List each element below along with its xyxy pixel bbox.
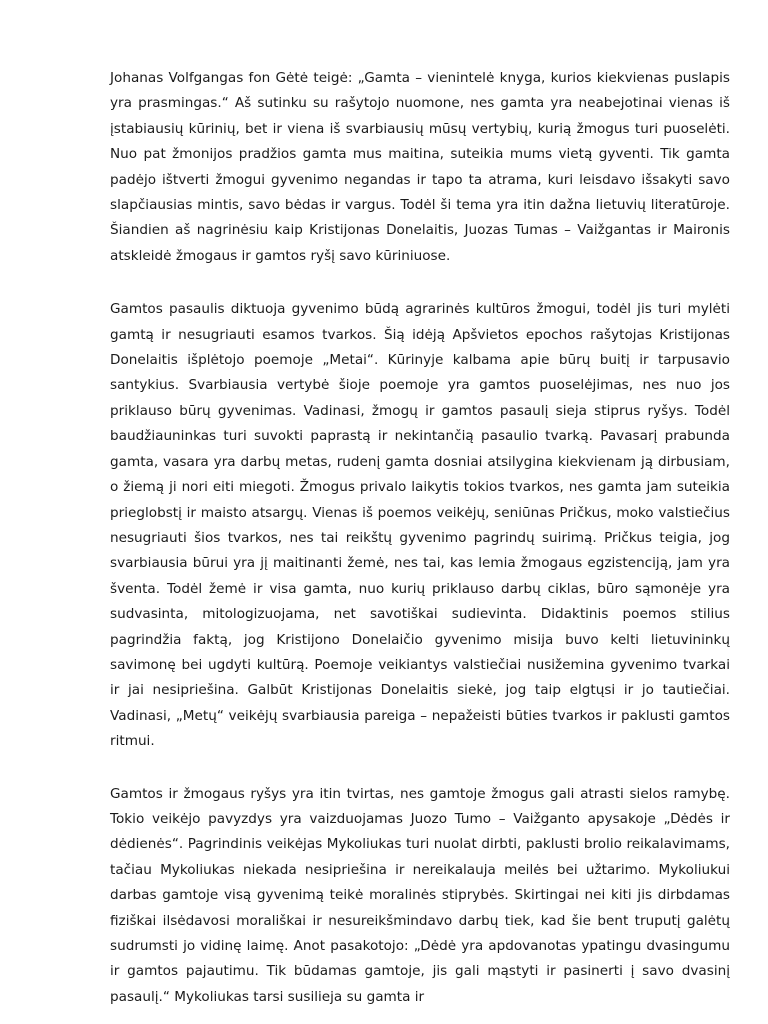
paragraph-donelaitis: Gamtos pasaulis diktuoja gyvenimo būdą agrarinės kultūros žmogui, todėl jis turi mylėti gamtą ir nesugriauti esamos tvarkos. Šią idėją Apšvietos epochos rašytojas Kristijonas Donelaitis išplėtojo poemoje „Metai“. Kūrinyje kalbama apie būrų buitį ir tarpusavio santykius. Svarbiausia vertybė šioje poemoje yra gamtos puoselėjimas, nes nuo jos priklauso būrų gyvenimas. Vadinasi, žmogų ir gamtos pasaulį sieja stiprus ryšys. Todėl baudžiauninkas turi suvokti paprastą ir nekintančią pasaulio tvarką. Pavasarį prabunda gamta, vasara yra darbų metas, rudenį gamta dosniai atsilygina kiekvienam ją dirbusiam, o žiemą ji nori eiti miegoti. Žmogus privalo laikytis tokios tvarkos, nes gamta jam suteikia prieglobstį ir maisto atsargų. Vienas iš poemos veikėjų, seniūnas Pričkus, moko valstiečius nesugriauti šios tvarkos, nes tai reikštų gyvenimo pagrindų suirimą. Pričkus teigia, jog svarbiausia būrui yra jį maitinanti žemė, nes tai, kas lemia žmogaus egzistenciją, jam yra šventa. Todėl žemė ir visa gamta, nuo kurių priklauso darbų ciklas, būro sąmonėje yra sudvasinta, mitologizuojama, net savotiškai sudievinta. Didaktinis poemos stilius pagrindžia faktą, jog Kristijono Donelaičio gyvenimo misija buvo kelti lietuvininkų savimonę bei ugdyti kultūrą. Poemoje veikiantys valstiečiai nusižemina gyvenimo tvarkai ir jai nesipriešina. Galbūt Kristijonas Donelaitis siekė, jog taip elgtųsi ir jo tautiečiai. Vadinasi, „Metų“ veikėjų svarbiausia pareiga – nepažeisti būties tvarkos ir paklusti gamtos ritmui. <box>110 301 730 750</box>
document-page <box>110 66 730 1010</box>
paragraph-intro: Johanas Volfgangas fon Gėtė teigė: „Gamta – vienintelė knyga, kurios kiekvienas puslapis yra prasmingas.“ Aš sutinku su rašytojo nuomone, nes gamta yra neabejotinai vienas iš įstabiausių kūrinių, bet ir viena iš svarbiausių mūsų vertybių, kurią žmogus turi puoselėti. Nuo pat žmonijos pradžios gamta mus maitina, suteikia mums vietą gyventi. Tik gamta padėjo ištverti žmogui gyvenimo negandas ir tapo ta atrama, kuri leisdavo išsakyti savo slapčiausias mintis, savo bėdas ir vargus. Todėl ši tema yra itin dažna lietuvių literatūroje. Šiandien aš nagrinėsiu kaip Kristijonas Donelaitis, Juozas Tumas – Vaižgantas ir Maironis atskleidė žmogaus ir gamtos ryšį savo kūriniuose. <box>110 70 730 264</box>
paragraph-vaizgantas: Gamtos ir žmogaus ryšys yra itin tvirtas, nes gamtoje žmogus gali atrasti sielos ramybę. Tokio veikėjo pavyzdys yra vaizduojamas Juozo Tumo – Vaižganto apysakoje „Dėdės ir dėdienės“. Pagrindinis veikėjas Mykoliukas turi nuolat dirbti, paklusti brolio reikalavimams, tačiau Mykoliukas niekada nesipriešina ir nereikalauja meilės bei užtarimo. Mykoliukui darbas gamtoje visą gyvenimą teikė moralinės stiprybės. Skirtingai nei kiti jis dirbdamas fiziškai ilsėdavosi morališkai ir nesureikšmindavo darbų tiek, kad šie bent truputį galėtų sudrumsti jo vidinę laimę. Anot pasakotojo: „Dėdė yra apdovanotas ypatingu dvasingumu ir gamtos pajautimu. Tik būdamas gamtoje, jis gali mąstyti ir pasinerti į savo dvasinį pasaulį.“ Mykoliukas tarsi susilieja su gamta ir <box>110 785 730 1005</box>
